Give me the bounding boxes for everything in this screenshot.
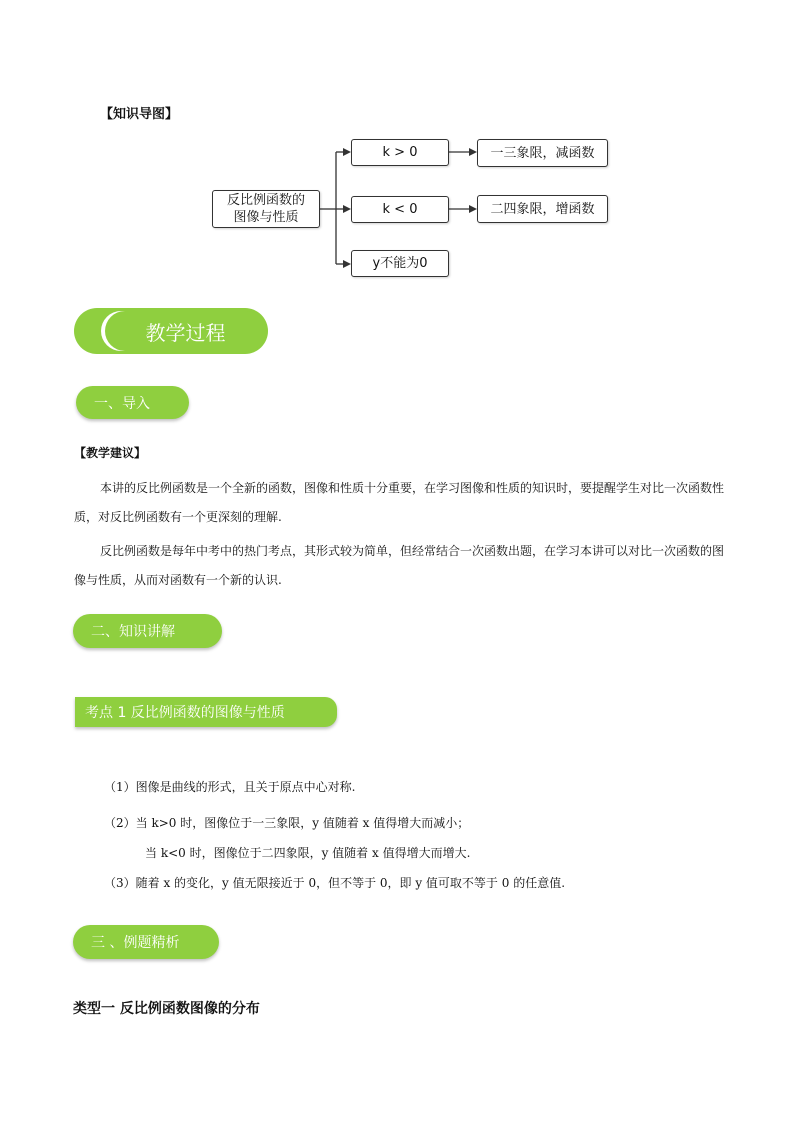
kaodian-1-tag: 考点 1 反比例函数的图像与性质 xyxy=(75,697,337,727)
property-item-2-text: （2）当 k>0 时，图像位于一三象限，y 值随着 x 值得增大而减小； xyxy=(104,816,470,830)
map-node-result-negative: 二四象限，增函数 xyxy=(477,195,608,223)
map-node-y-not-zero: y不能为0 xyxy=(351,250,449,277)
map-root-line2: 图像与性质 xyxy=(233,210,299,225)
section-examples-heading: 三 、例题精析 xyxy=(73,925,219,959)
property-item-3: （3）随着 x 的变化，y 值无限接近于 0，但不等于 0，即 y 值可取不等于 0 的任意值. xyxy=(104,876,566,890)
map-root-node xyxy=(212,190,320,228)
map-root-line1: 反比例函数的 xyxy=(226,193,305,208)
teaching-advice-label: 【教学建议】 xyxy=(74,446,147,460)
teaching-advice-paragraph-1: 本讲的反比例函数是一个全新的函数，图像和性质十分重要，在学习图像和性质的知识时，要提醒学生对比一次函数性质，对反比例函数有一个更深刻的理解. xyxy=(74,481,725,524)
map-node-result-positive: 一三象限，减函数 xyxy=(477,139,608,167)
map-node-k-positive: k > 0 xyxy=(351,139,449,166)
map-node-k-negative: k < 0 xyxy=(351,196,449,223)
section-explain-heading: 二、知识讲解 xyxy=(73,614,222,648)
teaching-process-title: 教学过程 xyxy=(105,311,266,351)
property-item-1: （1）图像是曲线的形式，且关于原点中心对称. xyxy=(104,780,356,794)
teaching-process-banner xyxy=(74,308,268,354)
teaching-advice-paragraph-2: 反比例函数是每年中考中的热门考点，其形式较为简单，但经常结合一次函数出题，在学习本讲可以对比一次函数的图像与性质，从而对函数有一个新的认识. xyxy=(74,544,725,587)
property-item-2b: 当 k<0 时，图像位于二四象限，y 值随着 x 值得增大而增大. xyxy=(145,846,471,860)
knowledge-map-title: 【知识导图】 xyxy=(100,107,179,122)
section-intro-heading: 一、导入 xyxy=(76,386,189,419)
type-one-title: 类型一 反比例函数图像的分布 xyxy=(73,1001,260,1017)
